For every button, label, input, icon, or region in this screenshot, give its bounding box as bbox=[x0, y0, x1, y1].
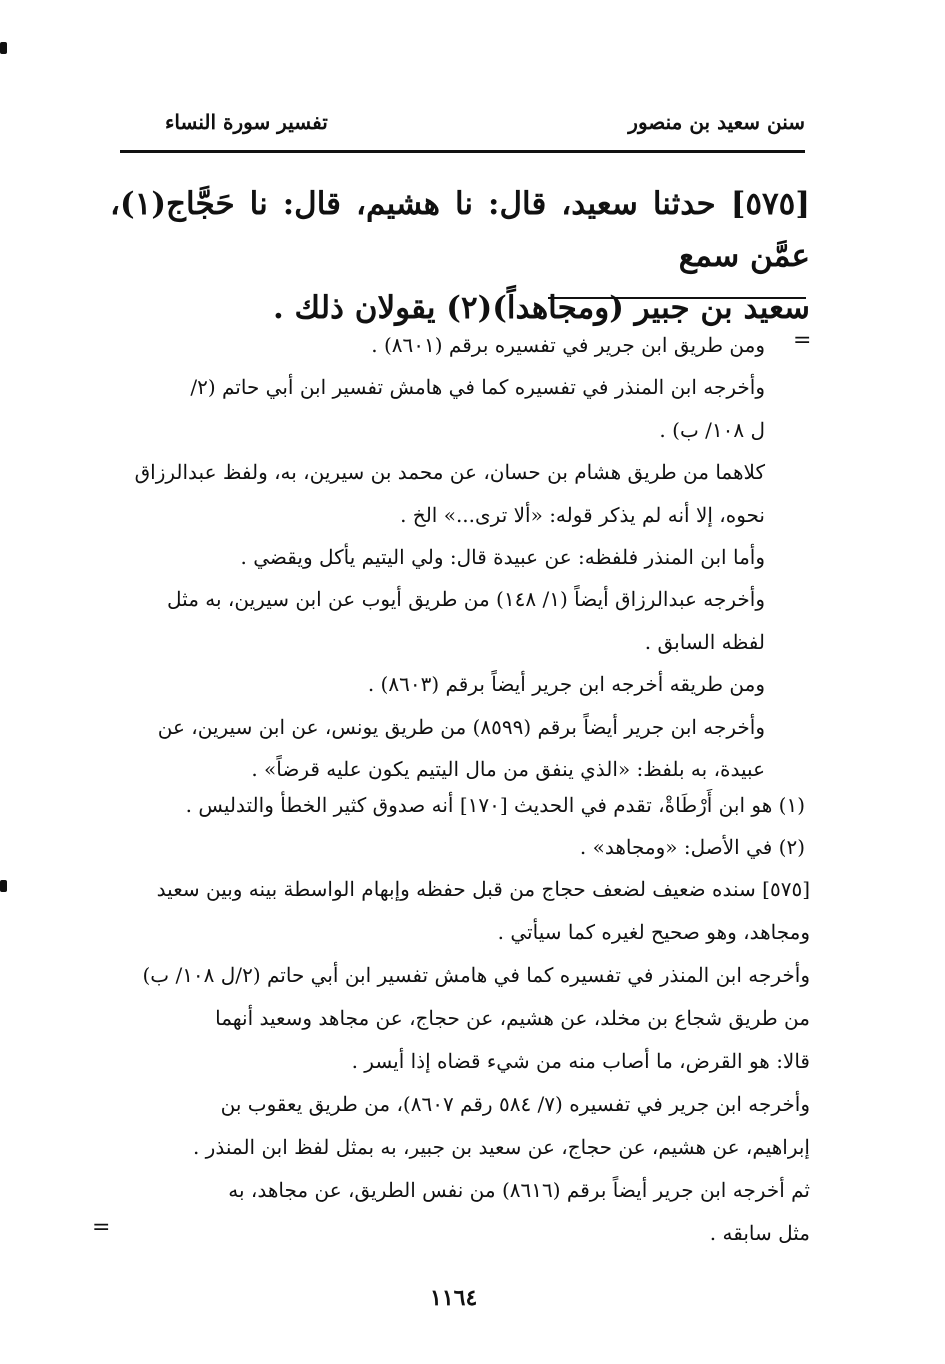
note-line: وأخرجه ابن جرير أيضاً برقم (٨٥٩٩) من طريق يونس، عن ابن سيرين، عن bbox=[157, 714, 765, 739]
header-rule bbox=[120, 150, 805, 153]
commentary-line: [٥٧٥] سنده ضعيف لضعف حجاج من قبل حفظه وإبهام الواسطة بينه وبين سعيد bbox=[156, 877, 810, 901]
note-line: ومن طريقه أخرجه ابن جرير أيضاً برقم (٨٦٠٣) . bbox=[367, 672, 765, 697]
note-line: وأخرجه ابن المنذر في تفسيره كما في هامش تفسير ابن أبي حاتم (٢/ bbox=[190, 375, 765, 400]
margin-mark-top bbox=[0, 42, 7, 54]
hadith-text bbox=[110, 178, 810, 334]
note-line: ل ١٠٨/ ب) . bbox=[659, 417, 765, 442]
note-line: عبيدة، به بلفظ: «الذي ينفق من مال اليتيم يكون عليه قرضاً» . bbox=[251, 757, 765, 782]
note-line: نحوه، إلا أنه لم يذكر قوله: «ألا ترى...» الخ . bbox=[400, 502, 765, 527]
book-title: سنن سعيد بن منصور bbox=[628, 110, 805, 134]
note-line: ومن طريق ابن جرير في تفسيره برقم (٨٦٠١) . bbox=[371, 333, 765, 357]
footnotes bbox=[115, 784, 805, 868]
note-line: كلاهما من طريق هشام بن حسان، عن محمد بن سيرين، به، ولفظ عبدالرزاق bbox=[134, 460, 765, 485]
margin-mark-middle bbox=[0, 880, 7, 892]
commentary-line: قالا: هو القرض، ما أصاب منه من شيء قضاه إذا أيسر . bbox=[351, 1049, 810, 1073]
footnote-separator bbox=[548, 297, 806, 299]
commentary-line: من طريق شجاع بن مخلد، عن هشيم، عن حجاج، عن مجاهد وسعيد أنهما bbox=[215, 1006, 810, 1030]
note-line: وأما ابن المنذر فلفظه: عن عبيدة قال: ولي اليتيم يأكل ويقضي . bbox=[240, 545, 765, 570]
commentary-line: وأخرجه ابن المنذر في تفسيره كما في هامش تفسير ابن أبي حاتم (٢/ل ١٠٨/ ب) bbox=[142, 963, 810, 987]
note-line: لفظه السابق . bbox=[644, 629, 765, 654]
hadith-line: سعيد بن جبير (ومجاهداً)(٢) يقولان ذلك . bbox=[272, 290, 810, 326]
commentary-line: ومجاهد، وهو صحيح لغيره كما سيأتي . bbox=[497, 920, 810, 944]
footnote-2: (٢) في الأصل: «ومجاهد» . bbox=[579, 835, 805, 859]
footnote-1: (١) هو ابن أَرْطَاةْ، تقدم في الحديث [١٧٠] أنه صدوق كثير الخطأ والتدليس . bbox=[185, 793, 805, 817]
commentary-575 bbox=[115, 868, 810, 1255]
note-line: وأخرجه عبدالرزاق أيضاً (١/ ١٤٨) من طريق أيوب عن ابن سيرين، به مثل bbox=[167, 587, 765, 612]
surah-title: تفسير سورة النساء bbox=[165, 110, 328, 134]
commentary-line: وأخرجه ابن جرير في تفسيره (٧/ ٥٨٤ رقم ٨٦٠٧)، من طريق يعقوب بن bbox=[220, 1092, 810, 1116]
continuation-mark-bottom: = bbox=[92, 1215, 111, 1240]
page-number: ١١٦٤ bbox=[430, 1285, 478, 1311]
commentary-line: إبراهيم، عن هشيم، عن حجاج، عن سعيد بن جبير، به بمثل لفظ ابن المنذر . bbox=[192, 1135, 810, 1159]
continuation-mark: = bbox=[793, 328, 812, 353]
commentary-line: ثم أخرجه ابن جرير أيضاً برقم (٨٦١٦) من نفس الطريق، عن مجاهد، به bbox=[228, 1178, 810, 1202]
hadith-line: [٥٧٥] حدثنا سعيد، قال: نا هشيم، قال: نا حَجَّاج(١)، عمَّن سمع bbox=[110, 186, 810, 274]
continued-notes bbox=[115, 324, 765, 790]
commentary-line: مثل سابقه . bbox=[709, 1221, 810, 1245]
